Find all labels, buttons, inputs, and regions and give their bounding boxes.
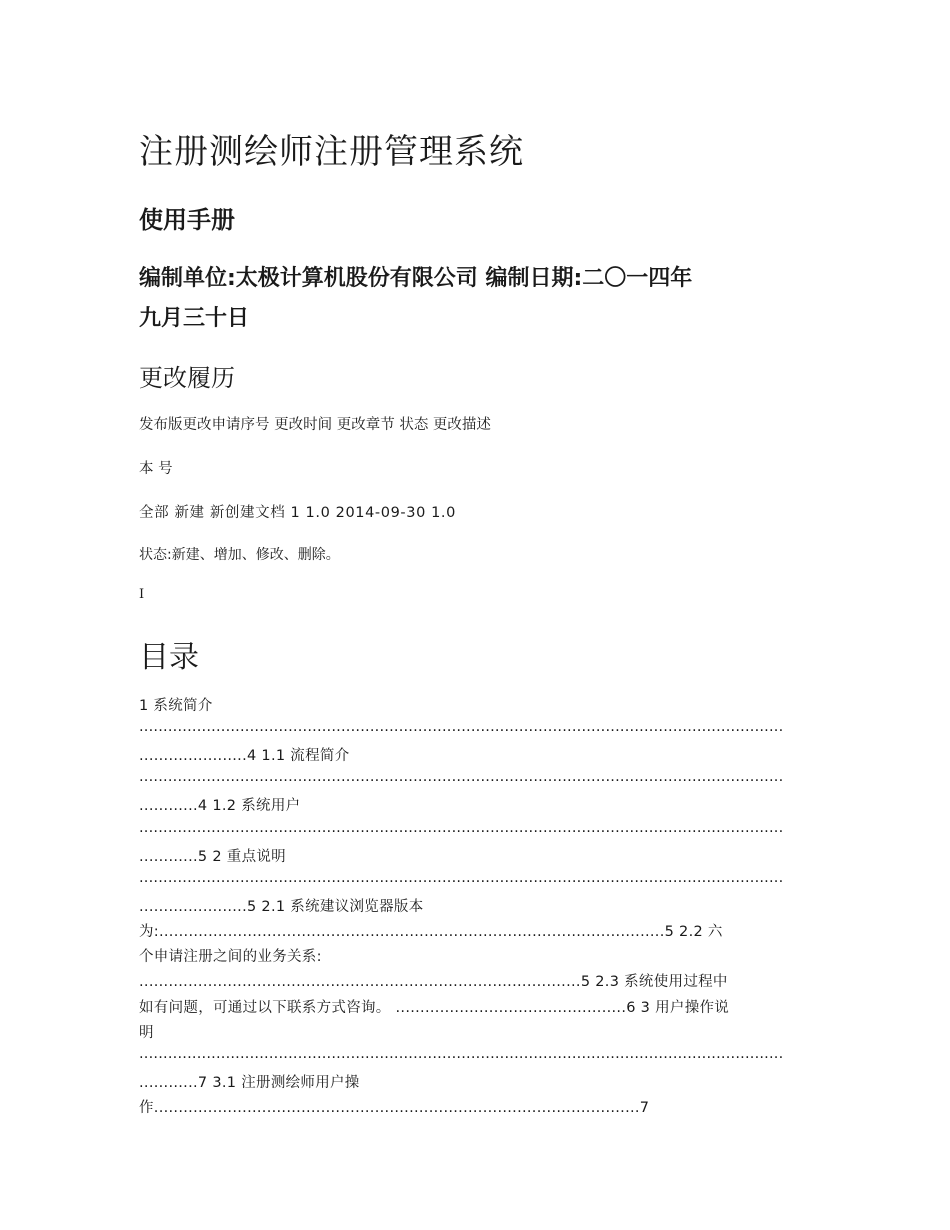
toc-heading: 目录	[139, 640, 199, 675]
history-header-line-1: 发布版更改申请序号 更改时间 更改章节 状态 更改描述	[139, 417, 491, 433]
toc-line: ......................4 1.1 流程简介	[139, 748, 350, 764]
toc-leader: ......................................................................................................................................	[139, 870, 784, 886]
document-subtitle: 使用手册	[139, 206, 235, 234]
toc-line: 明	[139, 1025, 154, 1041]
toc-line: 如有问题，可通过以下联系方式咨询。 ...............................................6 3 用户操作说	[139, 1000, 730, 1016]
history-row: 全部 新建 新创建文档 1 1.0 2014-09-30 1.0	[139, 505, 456, 521]
history-header-line-2: 本 号	[139, 461, 173, 477]
toc-line: 为:.......................................................................................................5 2.2 六	[139, 924, 723, 940]
toc-line: ......................5 2.1 系统建议浏览器版本	[139, 899, 424, 915]
page-number: I	[139, 587, 145, 602]
toc-line: 个申请注册之间的业务关系:	[139, 949, 322, 965]
status-note: 状态:新建、增加、修改、删除。	[139, 547, 340, 563]
toc-leader: ......................................................................................................................................	[139, 719, 784, 735]
history-heading: 更改履历	[139, 364, 235, 392]
toc-line: ............4 1.2 系统用户	[139, 798, 301, 814]
toc-line: 作...................................................................................................7	[139, 1100, 650, 1116]
document-title: 注册测绘师注册管理系统	[139, 132, 524, 172]
toc-line: ............5 2 重点说明	[139, 849, 286, 865]
toc-line: ..........................................................................................5 2.3 系统使用过程中	[139, 974, 728, 990]
org-line-1: 编制单位:太极计算机股份有限公司 编制日期:二〇一四年	[139, 266, 693, 291]
toc-leader: ......................................................................................................................................	[139, 769, 784, 785]
toc-leader: ......................................................................................................................................	[139, 1046, 784, 1062]
toc-line: 1 系统简介	[139, 698, 213, 714]
org-line-2: 九月三十日	[139, 306, 250, 331]
toc-line: ............7 3.1 注册测绘师用户操	[139, 1075, 360, 1091]
toc-leader: ......................................................................................................................................	[139, 820, 784, 836]
